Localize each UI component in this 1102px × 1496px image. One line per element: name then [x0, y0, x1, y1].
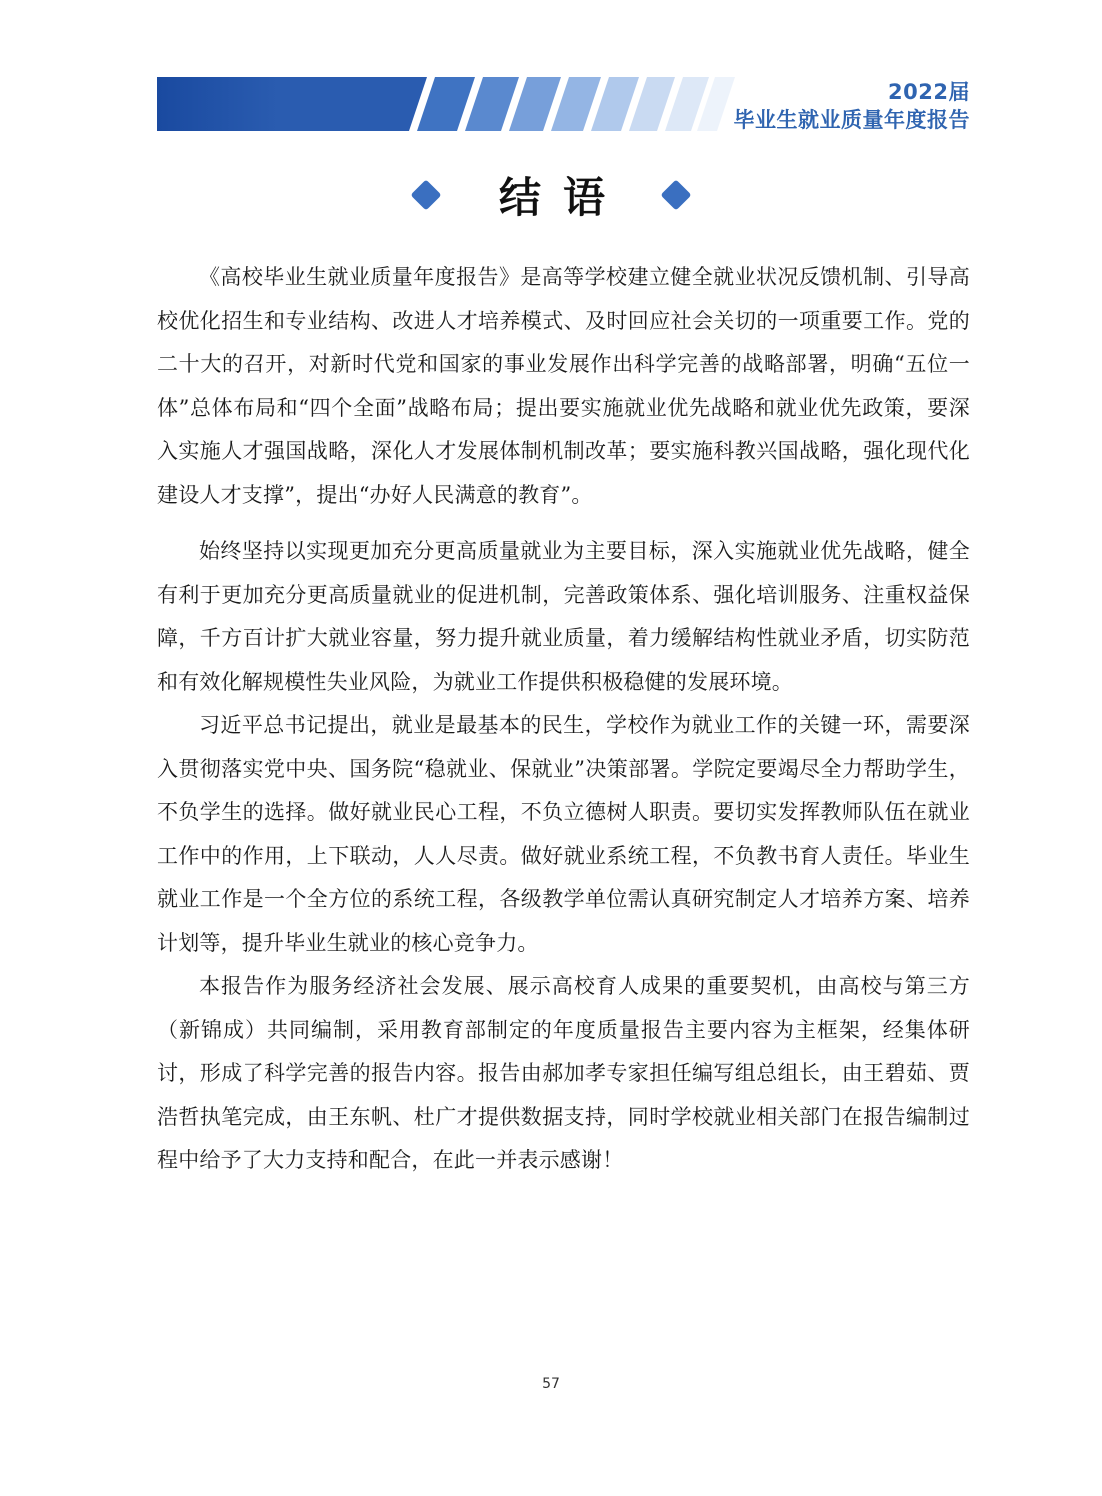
report-year: 2022届 — [888, 80, 970, 104]
section-title: 结语 — [498, 173, 627, 222]
page-number: 57 — [542, 1376, 560, 1392]
section-heading — [0, 165, 1102, 225]
body-text — [157, 256, 970, 1183]
header-decoration-band — [157, 77, 735, 131]
paragraph: 习近平总书记提出，就业是最基本的民生，学校作为就业工作的关键一环，需要深入贯彻落实党中央、国务院“稳就业、保就业”决策部署。学院定要竭尽全力帮助学生，不负学生的选择。做好就业民心工程，不负立德树人职责。要切实发挥教师队伍在就业工作中的作用，上下联动，人人尽责。做好就业系统工程，不负教书育人责任。毕业生就业工作是一个全方位的系统工程，各级教学单位需认真研究制定人才培养方案、培养计划等，提升毕业生就业的核心竞争力。 — [157, 713, 970, 955]
paragraph: 《高校毕业生就业质量年度报告》是高等学校建立健全就业状况反馈机制、引导高校优化招生和专业结构、改进人才培养模式、及时回应社会关切的一项重要工作。党的二十大的召开，对新时代党和国家的事业发展作出科学完善的战略部署，明确“五位一体”总体布局和“四个全面”战略布局；提出要实施就业优先战略和就业优先政策，要深入实施人才强国战略，深化人才发展体制机制改革；要实施科教兴国战略，强化现代化建设人才支撑”，提出“办好人民满意的教育”。 — [157, 265, 970, 507]
diamond-icon — [660, 179, 691, 210]
paragraph: 本报告作为服务经济社会发展、展示高校育人成果的重要契机，由高校与第三方（新锦成）共同编制，采用教育部制定的年度质量报告主要内容为主框架，经集体研讨，形成了科学完善的报告内容。报告由郝加孝专家担任编写组总组长，由王碧茹、贾浩哲执笔完成，由王东帆、杜广才提供数据支持，同时学校就业相关部门在报告编制过程中给予了大力支持和配合，在此一并表示感谢！ — [157, 974, 970, 1172]
report-title: 毕业生就业质量年度报告 — [733, 108, 970, 132]
paragraph: 始终坚持以实现更加充分更高质量就业为主要目标，深入实施就业优先战略，健全有利于更加充分更高质量就业的促进机制，完善政策体系、强化培训服务、注重权益保障，千方百计扩大就业容量，努力提升就业质量，着力缓解结构性就业矛盾，切实防范和有效化解规模性失业风险，为就业工作提供积极稳健的发展环境。 — [157, 539, 970, 694]
diamond-icon — [410, 179, 441, 210]
